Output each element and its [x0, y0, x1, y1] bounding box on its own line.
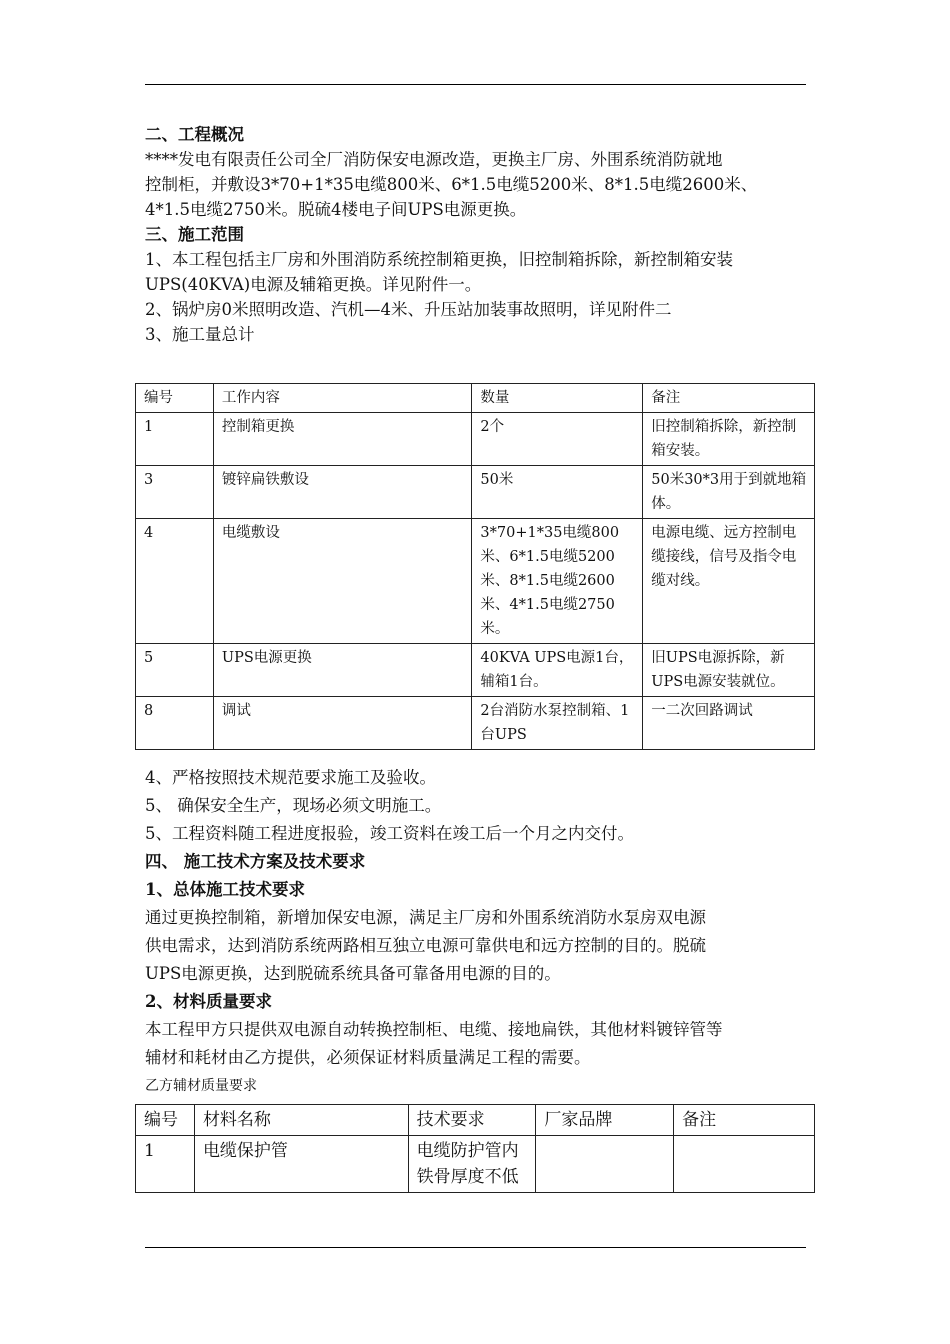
table-header-cell: 材料名称 — [194, 1105, 408, 1136]
section-title: 四、 施工技术方案及技术要求 — [145, 852, 366, 871]
section-requirements — [145, 764, 815, 1100]
table-row — [136, 1136, 815, 1193]
paragraph-line: 1、本工程包括主厂房和外围消防系统控制箱更换，旧控制箱拆除，新控制箱安装 — [145, 250, 733, 269]
subsection-title: 1、总体施工技术要求 — [145, 880, 305, 899]
table-cell: 电源电缆、远方控制电缆接线，信号及指令电缆对线。 — [643, 519, 815, 644]
table-cell: 4 — [136, 519, 214, 644]
paragraph-line: 5、工程资料随工程进度报验，竣工资料在竣工后一个月之内交付。 — [145, 824, 634, 843]
paragraph-line: 供电需求，达到消防系统两路相互独立电源可靠供电和远方控制的目的。脱硫 — [145, 936, 706, 955]
table-cell: 50米30*3用于到就地箱体。 — [643, 466, 815, 519]
table-cell — [674, 1136, 815, 1193]
table-header-cell: 数量 — [472, 384, 643, 413]
table-cell: 旧UPS电源拆除，新UPS电源安装就位。 — [643, 644, 815, 697]
table-cell: 50米 — [472, 466, 643, 519]
paragraph-line: 5、 确保安全生产，现场必须文明施工。 — [145, 796, 442, 815]
table-header-row — [136, 384, 815, 413]
paragraph-line: UPS电源更换，达到脱硫系统具备可靠备用电源的目的。 — [145, 964, 561, 983]
table-header-cell: 备注 — [643, 384, 815, 413]
table-cell: 电缆敷设 — [213, 519, 472, 644]
table-cell: UPS电源更换 — [213, 644, 472, 697]
table-header-cell: 工作内容 — [213, 384, 472, 413]
table-cell: 电缆防护管内铁骨厚度不低 — [408, 1136, 536, 1193]
table-row — [136, 697, 815, 750]
table-cell — [536, 1136, 674, 1193]
table-header-row — [136, 1105, 815, 1136]
table-cell: 3*70+1*35电缆800米、6*1.5电缆5200米、8*1.5电缆2600米、4*1.5电缆2750米。 — [472, 519, 643, 644]
table-cell: 5 — [136, 644, 214, 697]
header-rule — [145, 84, 806, 85]
paragraph-line: 4、严格按照技术规范要求施工及验收。 — [145, 768, 436, 787]
section-title: 二、工程概况 — [145, 125, 244, 144]
footer-rule — [145, 1247, 806, 1248]
paragraph-line: 通过更换控制箱，新增加保安电源，满足主厂房和外围系统消防水泵房双电源 — [145, 908, 706, 927]
table-cell: 40KVA UPS电源1台，辅箱1台。 — [472, 644, 643, 697]
paragraph-line: 控制柜，并敷设3*70+1*35电缆800米、6*1.5电缆5200米、8*1.5电缆2600米、 — [145, 175, 758, 194]
subsection-title: 2、材料质量要求 — [145, 992, 272, 1011]
workload-table — [135, 383, 815, 750]
table-header-cell: 编号 — [136, 384, 214, 413]
table-cell: 3 — [136, 466, 214, 519]
table-row — [136, 413, 815, 466]
table-caption: 乙方辅材质量要求 — [145, 1078, 257, 1094]
section-title: 三、施工范围 — [145, 225, 244, 244]
table-cell: 旧控制箱拆除，新控制箱安装。 — [643, 413, 815, 466]
table-cell: 调试 — [213, 697, 472, 750]
table-row — [136, 519, 815, 644]
table-cell: 电缆保护管 — [194, 1136, 408, 1193]
table-header-cell: 技术要求 — [408, 1105, 536, 1136]
table-cell: 镀锌扁铁敷设 — [213, 466, 472, 519]
paragraph-line: ****发电有限责任公司全厂消防保安电源改造，更换主厂房、外围系统消防就地 — [145, 150, 723, 169]
materials-table — [135, 1104, 815, 1193]
table-cell: 1 — [136, 413, 214, 466]
table-cell: 一二次回路调试 — [643, 697, 815, 750]
table-header-cell: 编号 — [136, 1105, 195, 1136]
table-header-cell: 厂家品牌 — [536, 1105, 674, 1136]
paragraph-line: 4*1.5电缆2750米。脱硫4楼电子间UPS电源更换。 — [145, 200, 527, 219]
table-cell: 1 — [136, 1136, 195, 1193]
table-header-cell: 备注 — [674, 1105, 815, 1136]
paragraph-line: 3、施工量总计 — [145, 325, 255, 344]
table-cell: 控制箱更换 — [213, 413, 472, 466]
table-row — [136, 466, 815, 519]
paragraph-line: 2、锅炉房0米照明改造、汽机—4米、升压站加装事故照明，详见附件二 — [145, 300, 672, 319]
paragraph-line: 辅材和耗材由乙方提供，必须保证材料质量满足工程的需要。 — [145, 1048, 591, 1067]
table-row — [136, 644, 815, 697]
table-cell: 2个 — [472, 413, 643, 466]
paragraph-line: 本工程甲方只提供双电源自动转换控制柜、电缆、接地扁铁，其他材料镀锌管等 — [145, 1020, 723, 1039]
section-overview — [145, 122, 815, 347]
table-cell: 8 — [136, 697, 214, 750]
paragraph-line: UPS(40KVA)电源及辅箱更换。详见附件一。 — [145, 275, 482, 294]
table-cell: 2台消防水泵控制箱、1台UPS — [472, 697, 643, 750]
